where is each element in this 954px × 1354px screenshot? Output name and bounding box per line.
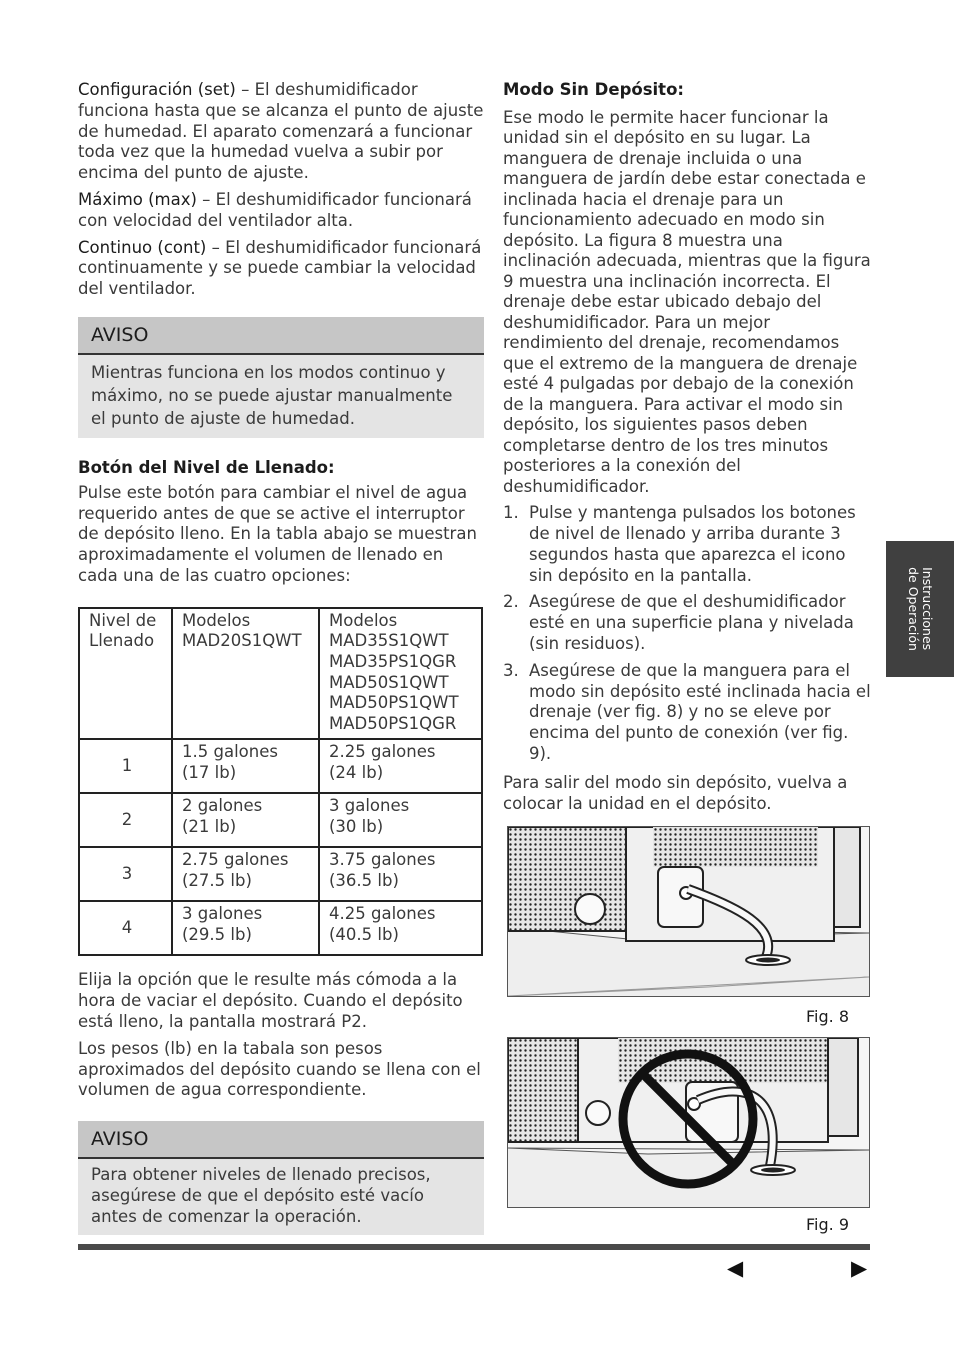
term-max: Máximo (max) [78,189,197,209]
fill-level-table [78,607,483,957]
level-cell: 3 [79,847,172,901]
capacity-cell-a: 1.5 galones (17 lb) [172,739,319,793]
text-max: – El deshumidificador funcionará con velocidad del ventilador alta. [78,189,472,230]
table-row [79,901,482,955]
notice-title-1: AVISO [78,317,484,355]
list-item: 2. Asegúrese de que el deshumidificador esté en una superficie plana y nivelada (sin residuos). [503,592,854,654]
header-cell-models-a: Modelos MAD20S1QWT [172,608,319,740]
notice-body-2: Para obtener niveles de llenado precisos, asegúrese de que el depósito esté vacío antes de comenzar la operación. [91,1165,431,1226]
header-cell-models-b: Modelos MAD35S1QWT MAD35PS1QGR MAD50S1QWT MAD50PS1QWT MAD50PS1QGR [319,608,482,740]
level-cell: 2 [79,793,172,847]
capacity-cell-b: 3 galones (30 lb) [319,793,482,847]
capacity-cell-b: 4.25 galones (40.5 lb) [319,901,482,955]
right-column [503,80,871,820]
text-set: – El deshumidificador funciona hasta que se alcanza el punto de ajuste de humedad. El aparato comenzará a funcionar toda vez que la humedad vuelva a subir por encima del punto de ajuste. [78,80,484,183]
side-tab-line-2: de Operación [906,567,921,651]
capacity-cell-a: 2 galones (21 lb) [172,793,319,847]
figure-9-image [507,1037,870,1208]
paragraph-max-mode [78,190,484,232]
level-cell: 4 [79,901,172,955]
capacity-cell-b: 3.75 galones (36.5 lb) [319,847,482,901]
notice-body-1: Mientras funciona en los modos continuo y máximo, no se puede ajustar manualmente el punto de ajuste de humedad. [91,362,453,428]
after-table-text-1: Elija la opción que le resulte más cómoda a la hora de vaciar el depósito. Cuando el depósito está lleno, la pantalla mostrará P2. [78,970,463,1031]
text-cont: – El deshumidificador funcionará continuamente y se puede cambiar la velocidad del ventilador. [78,237,482,299]
list-item: 1. Pulse y mantenga pulsados los botones de nivel de llenado y arriba durante 3 segundos hasta que aparezca el icono sin depósito en la pantalla. [503,503,856,585]
next-page-icon[interactable]: ▶ [851,1256,868,1280]
table-row [79,847,482,901]
previous-page-icon[interactable]: ◀ [727,1256,744,1280]
tankless-mode-intro: Ese modo le permite hacer funcionar la unidad sin el depósito en su lugar. La manguera de drenaje incluida o una manguera de jardín debe estar conectada e inclinada hacia el drenaje para un funcionamiento adecuado en modo sin depósito. La figura 8 muestra una inclinación adecuada, mientras que la figura 9 muestra una inclinación incorrecta. El drenaje debe estar ubicado debajo del deshumidificador. Para un mejor rendimiento del drenaje, recomendamos que el extremo de la manguera de drenaje esté 4 pulgadas por debajo de la conexión de la manguera. Para activar el modo sin depósito, los siguientes pasos deben completarse dentro de los tres minutos posteriores a la conexión del deshumidificador. [503,107,871,496]
level-cell: 1 [79,739,172,793]
notice-box-1 [78,317,484,438]
section-side-tab [886,541,954,677]
paragraph-set-mode [78,80,484,184]
side-tab-line-1: Instrucciones [920,567,935,651]
header-cell-level: Nivel de Llenado [79,608,172,740]
exit-mode-text: Para salir del modo sin depósito, vuelva a colocar la unidad en el depósito. [503,772,848,813]
table-header-row [79,608,482,740]
figure-9-label: Fig. 9 [806,1215,849,1234]
steps-list [503,503,871,765]
capacity-cell-b: 2.25 galones (24 lb) [319,739,482,793]
list-item: 3. Asegúrese de que la manguera para el modo sin depósito esté inclinada hacia el drenaje (ver fig. 8) y no se eleve por encima del punto de conexión (ver fig. 9). [503,660,871,764]
notice-box-2 [78,1121,484,1235]
capacity-cell-a: 2.75 galones (27.5 lb) [172,847,319,901]
left-column [78,80,484,1235]
notice-title-2: AVISO [78,1121,484,1159]
tankless-mode-heading: Modo Sin Depósito: [503,80,685,99]
table-row [79,739,482,793]
after-table-text-2: Los pesos (lb) en la tabala son pesos aproximados del depósito cuando se llena con el volumen de agua correspondiente. [78,1038,481,1100]
table-row [79,793,482,847]
figure-8-label: Fig. 8 [806,1007,849,1026]
capacity-cell-a: 3 galones (29.5 lb) [172,901,319,955]
fill-level-text: Pulse este botón para cambiar el nivel de agua requerido antes de que se active el interruptor de depósito lleno. En la tabla abajo se muestran aproximadamente el volumen de llenado en cada una de las cuatro opciones: [78,482,477,585]
figure-8-image [507,826,870,997]
term-set: Configuración (set) [78,80,236,99]
term-cont: Continuo (cont) [78,237,207,257]
paragraph-cont-mode [78,238,484,300]
fill-level-heading: Botón del Nivel de Llenado: [78,457,335,477]
footer-divider [78,1244,870,1250]
